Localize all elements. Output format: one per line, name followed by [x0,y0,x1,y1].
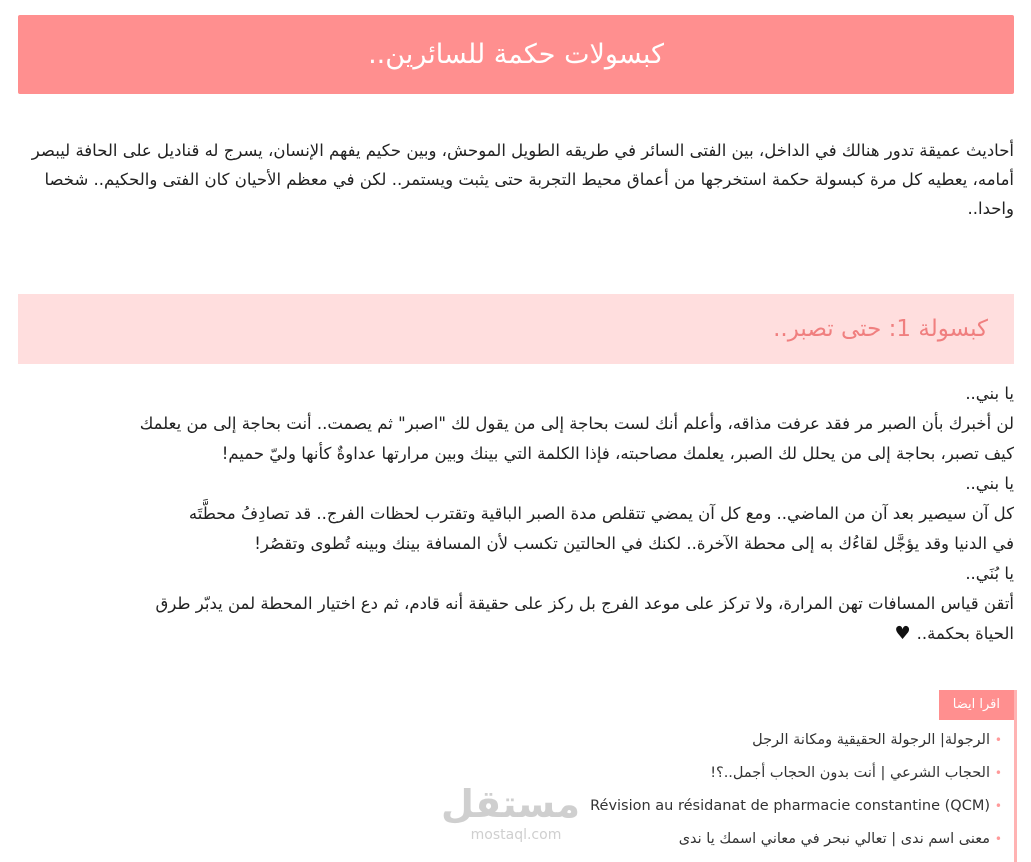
related-link-text[interactable]: الحجاب الشرعي | أنت بدون الحجاب أجمل..؟! [710,765,990,781]
body-line: في الدنيا وقد يؤجَّل لقاءُك به إلى محطة الآخرة.. لكنك في الحالتين تكسب لأن المسافة بينك وبينه تُطوى وتقصُر! [254,534,1014,553]
body-line: كل آن سيصير بعد آن من الماضي.. ومع كل آن يمضي تتقلص مدة الصبر الباقية وتقترب لحظات الفرج.. قد تصادِفُ محطَّتَه [188,504,1014,523]
related-label: اقرا ايضا [939,690,1014,720]
bullet-icon: • [994,766,1002,780]
article-header [18,15,1014,94]
bullet-icon: • [994,733,1002,747]
related-link-text[interactable]: الرجولة| الرجولة الحقيقية ومكانة الرجل [752,732,990,748]
body-line: يا بني.. [965,384,1014,403]
related-link[interactable] [574,823,1014,856]
related-list [574,724,1014,856]
body-line-text: الحياة بحكمة.. [916,624,1014,643]
related-link[interactable] [574,724,1014,757]
bullet-icon: • [994,832,1002,846]
body-line: يا بني.. [965,474,1014,493]
watermark-latin: mostaql.com [470,827,562,843]
body-line: أتقن قياس المسافات تهن المرارة، ولا تركز على موعد الفرج بل ركز على حقيقة أنه قادم، ثم دع اختيار المحطة لمن يدبّر طرق [155,594,1014,613]
bullet-icon: • [994,799,1002,813]
related-posts [580,690,1017,862]
related-link[interactable] [574,790,1014,823]
related-link[interactable] [574,757,1014,790]
body-line: لن أخبرك بأن الصبر مر فقد عرفت مذاقه، وأعلم أنك لست بحاجة إلى من يقول لك "اصبر" ثم يصمت.. أنت بحاجة إلى من يعلمك [139,414,1014,433]
body-line: كيف تصبر، بحاجة إلى من يحلل لك الصبر، يعلمك مصاحبته، فإذا الكلمة التي بينك وبين مرارتها عداوةٌ كأنها وليّ حميم! [221,444,1014,463]
body-line-last [18,619,1014,649]
section-title: كبسولة 1: حتى تصبر.. [773,316,988,342]
watermark-logo [441,782,580,848]
related-link-text[interactable]: معنى اسم ندى | تعالي نبحر في معاني اسمك يا ندى [678,831,990,847]
article-title: كبسولات حكمة للسائرين.. [368,39,664,70]
section-header [18,294,1014,364]
heart-icon: ♥ [894,623,911,644]
watermark-arabic: مستقل [441,782,580,826]
section-body [18,379,1014,649]
intro-paragraph: أحاديث عميقة تدور هنالك في الداخل، بين الفتى السائر في طريقه الطويل الموحش، وبين حكيم يفهم الإنسان، يسرج له قناديل على الحافة ليبصر أمامه، يعطيه كل مرة كبسولة حكمة استخرجها من أعماق محيط التجربة حتى يثبت ويستمر.. لكن في معظم الأحيان كان الفتى والحكيم.. شخصا واحدا.. [31,141,1014,218]
body-line: يا بُنَي.. [965,564,1014,583]
related-link-text[interactable]: Révision au résidanat de pharmacie constantine (QCM) [590,798,990,814]
